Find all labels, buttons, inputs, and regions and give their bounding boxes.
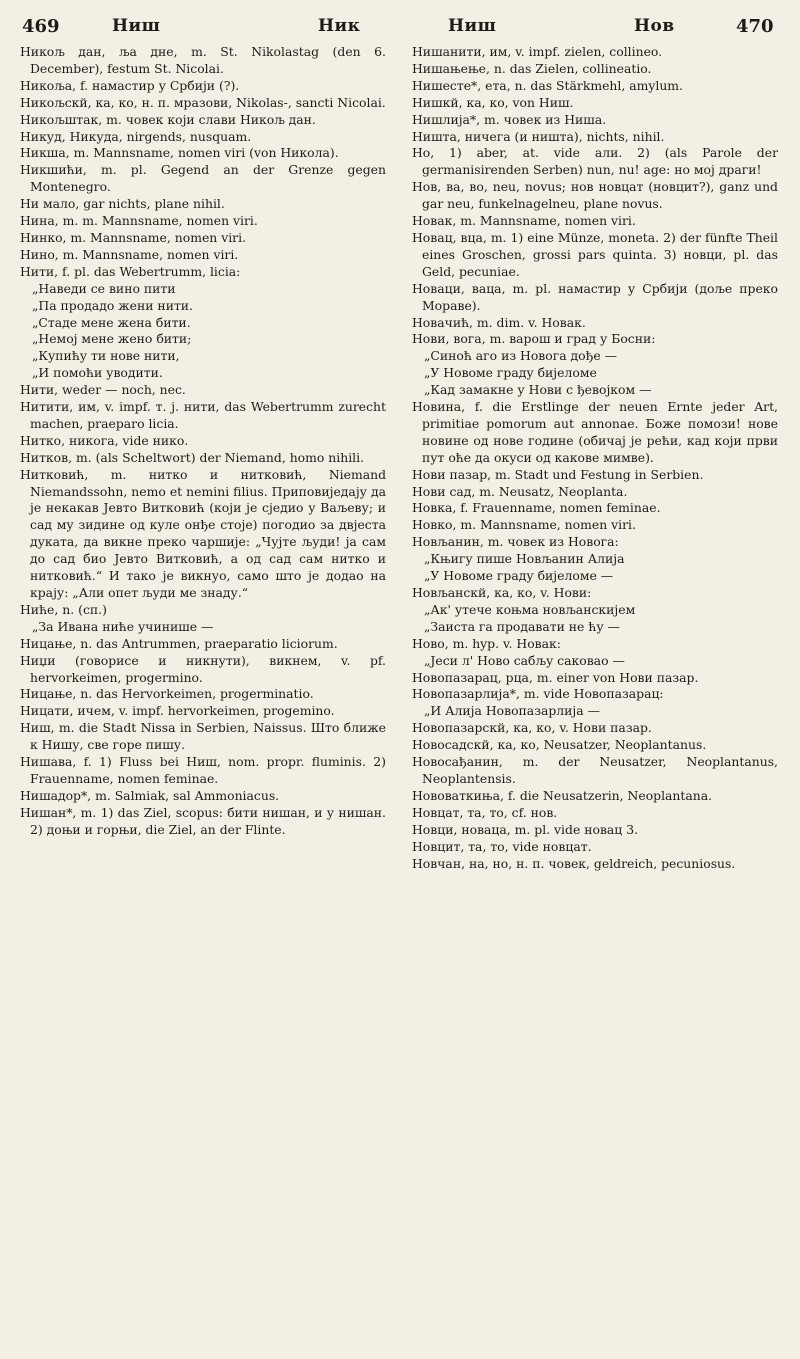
dictionary-entry: Новцит, та, то, vide новцат.	[412, 838, 592, 854]
page-header	[0, 0, 800, 40]
dictionary-entry: „Синоћ аго из Новога дође —	[424, 348, 618, 364]
dictionary-entry: „Стаде мене жена бити.	[32, 314, 191, 330]
dictionary-entry: Никољскй, ка, ко, н. п. мразови, Nikolas-, sancti Nicolai.	[20, 94, 386, 110]
dictionary-entry: Нови пазар, m. Stadt und Festung in Serbien.	[412, 466, 704, 482]
right-guide-word-1: Ниш	[448, 16, 497, 36]
dictionary-entry: Никша, m. Mannsname, nomen viri (von Никола).	[20, 145, 339, 161]
dictionary-entry: Новцат, та, то, cf. нов.	[412, 804, 558, 820]
dictionary-entry: Нишанити, им, v. impf. zielen, collineo.	[412, 44, 663, 59]
dictionary-entry: Ништа, ничега (и ништа), nichts, nihil.	[412, 128, 665, 144]
dictionary-entry: Ниш, m. die Stadt Nissa in Serbien, Naissus. Што ближе к Нишу, све горе пишу.	[20, 720, 386, 753]
right-page-number: 470	[736, 16, 774, 37]
dictionary-entry: Никоља, f. намастир у Србији (?).	[20, 77, 240, 93]
dictionary-entry: Ново, m. hyp. v. Новак:	[412, 635, 561, 651]
dictionary-entry: Ницање, n. das Hervorkeimen, progerminatio.	[20, 686, 314, 702]
dictionary-entry: Нишава, f. 1) Fluss bei Ниш, nom. propr. fluminis. 2) Frauenname, nomen feminae.	[20, 754, 386, 786]
dictionary-entry: „Купићу ти нове нити,	[32, 348, 180, 364]
dictionary-entry: „У Новоме граду бијеломе —	[424, 568, 614, 584]
dictionary-entry: Новосадскй, ка, ко, Neusatzer, Neoplantanus.	[412, 737, 707, 753]
dictionary-entry: Новка, f. Frauenname, nomen feminae.	[412, 500, 661, 516]
dictionary-entry: „Јеси л' Ново сабљу саковао —	[424, 652, 625, 668]
dictionary-entry: Нови, вога, m. варош и град у Босни:	[412, 331, 656, 347]
dictionary-entry: Нина, m. m. Mannsname, nomen viri.	[20, 213, 258, 229]
dictionary-entry: „У Новоме граду бијеломе	[424, 365, 597, 381]
dictionary-entry: Нововаткиња, f. die Neusatzerin, Neoplantana.	[412, 787, 713, 803]
dictionary-entry: Новосађанин, m. der Neusatzer, Neoplantanus, Neoplantensis.	[412, 754, 778, 786]
dictionary-entry: Нити, f. pl. das Webertrumm, licia:	[20, 263, 241, 279]
dictionary-entry: Новина, f. die Erstlinge der neuen Ernte jeder Art, primitiae pomorum aut annonae. Боже помози! нове новине од нове године (обичај је рећи, кад који први пут оће да окуси од какове мимве).	[412, 399, 778, 465]
dictionary-entry: Нишадор*, m. Salmiak, sal Ammoniacus.	[20, 787, 280, 803]
dictionary-entry: Новопазарлија*, m. vide Новопазарац:	[412, 686, 664, 702]
right-column	[412, 44, 778, 872]
dictionary-entry: Новац, вца, m. 1) eine Münze, moneta. 2) der fünfte Theil eines Groschen, grossi pars quinta. 3) новци, pl. das Geld, pecuniae.	[412, 229, 778, 279]
dictionary-entry: „Наведи се вино пити	[32, 280, 176, 296]
dictionary-entry: Новопазарац, рца, m. einer von Нови пазар.	[412, 669, 699, 685]
dictionary-entry: „Заиста га продавати не ћу —	[424, 618, 620, 634]
dictionary-entry: Нишањење, n. das Zielen, collineatio.	[412, 60, 652, 76]
dictionary-entry: Нинко, m. Mannsname, nomen viri.	[20, 229, 246, 245]
dictionary-entry: Ниџи (говорисе и никнути), викнем, v. pf. hervorkeimen, progermino.	[20, 652, 386, 685]
dictionary-entry: Никољштак, m. човек који слави Никољ дан.	[20, 111, 316, 127]
dictionary-entry: „Књигу пише Новљанин Алија	[424, 551, 625, 567]
dictionary-entry: „Немој мене жено бити;	[32, 331, 192, 347]
dictionary-entry: Нитко, никога, vide нико.	[20, 432, 189, 448]
dictionary-entry: Ниће, n. (сп.)	[20, 601, 107, 617]
dictionary-entry: Никуд, Никуда, nirgends, nusquam.	[20, 128, 252, 144]
dictionary-entry: Нишкй, ка, ко, von Ниш.	[412, 94, 574, 110]
dictionary-entry: Новопазарскй, ка, ко, v. Нови пазар.	[412, 720, 652, 736]
dictionary-entry: „Ак' утече коњма новљанскијем	[424, 601, 636, 617]
left-guide-word-1: Ниш	[112, 16, 161, 36]
dictionary-entry: „И помоћи уводити.	[32, 365, 163, 381]
left-page-number: 469	[22, 16, 60, 37]
dictionary-entry: Новљанин, m. човек из Новога:	[412, 534, 619, 550]
dictionary-entry: Нов, ва, во, neu, novus; нов новцат (новцит?), ganz und gar neu, funkelnagelneu, plane novus.	[412, 179, 778, 212]
dictionary-entry: Новак, m. Mannsname, nomen viri.	[412, 213, 636, 229]
dictionary-entry: Нови сад, m. Neusatz, Neoplanta.	[412, 483, 628, 499]
dictionary-entry: Ни мало, gar nichts, plane nihil.	[20, 196, 225, 212]
left-guide-word-2: Ник	[318, 16, 361, 36]
dictionary-entry: Новаци, ваца, m. pl. намастир у Србији (доље преко Мораве).	[412, 280, 778, 313]
dictionary-entry: Новљанскй, ка, ко, v. Нови:	[412, 585, 592, 600]
dictionary-entry: Нитковић, m. нитко и нитковић, Niemand Niemandssohn, nemo et nemini filius. Приповиједају да је некакав Јевто Витковић (који је сједио у Ваљеву; и сад му зидине од куле онђе стоје) погодио за двјеста дуката, да викне преко чаршије: „Чујте људи! ја сам до сад био Јевто Витковић, а од сад сам нитко и нитковић.“ И тако је викнуо, само што је додао на крају: „Али опет људи ме знаду.“	[20, 466, 386, 600]
dictionary-entry: Ницати, ичем, v. impf. hervorkeimen, progemino.	[20, 703, 335, 719]
dictionary-entry: Новци, новаца, m. pl. vide новац 3.	[412, 821, 639, 837]
dictionary-entry: Нитков, m. (als Scheltwort) der Niemand, homo nihili.	[20, 449, 365, 465]
dictionary-entry: Нитити, им, v. impf. т. ј. нити, das Webertrumm zurecht machen, praeparo licia.	[20, 399, 386, 431]
dictionary-entry: Никшићи, m. pl. Gegend an der Grenze gegen Montenegro.	[20, 162, 386, 195]
dictionary-entry: Нишлија*, m. човек из Ниша.	[412, 111, 607, 127]
dictionary-entry: Нишан*, m. 1) das Ziel, scopus: бити нишан, и у нишан. 2) доњи и горњи, die Ziel, an der Flinte.	[20, 804, 386, 837]
dictionary-entry: Новачић, m. dim. v. Новак.	[412, 314, 586, 330]
dictionary-entry: Никољ дан, ља дне, m. St. Nikolastag (den 6. December), festum St. Nicolai.	[20, 44, 386, 76]
dictionary-entry: „И Алија Новопазарлија —	[424, 703, 600, 719]
dictionary-entry: „Кад замакне у Нови с ђевојком —	[424, 382, 652, 398]
dictionary-entry: „За Ивана ниће учинише —	[32, 618, 214, 634]
right-guide-word-2: Нов	[634, 16, 675, 36]
dictionary-entry: Нино, m. Mannsname, nomen viri.	[20, 246, 239, 262]
dictionary-entry: Нити, weder — noch, nec.	[20, 382, 186, 398]
dictionary-entry: Новко, m. Mannsname, nomen viri.	[412, 517, 636, 533]
dictionary-entry: Нишесте*, ета, n. das Stärkmehl, amylum.	[412, 77, 683, 93]
dictionary-entry: „Па продадо жени нити.	[32, 297, 193, 313]
dictionary-entry: Но, 1) aber, at. vide али. 2) (als Parole der germanisirenden Serben) nun, nu! age: но мој драги!	[412, 145, 778, 178]
dictionary-entry: Новчан, на, но, н. п. човек, geldreich, pecuniosus.	[412, 855, 736, 871]
left-column	[20, 44, 386, 839]
dictionary-entry: Ницање, n. das Antrummen, praeparatio liciorum.	[20, 635, 338, 651]
